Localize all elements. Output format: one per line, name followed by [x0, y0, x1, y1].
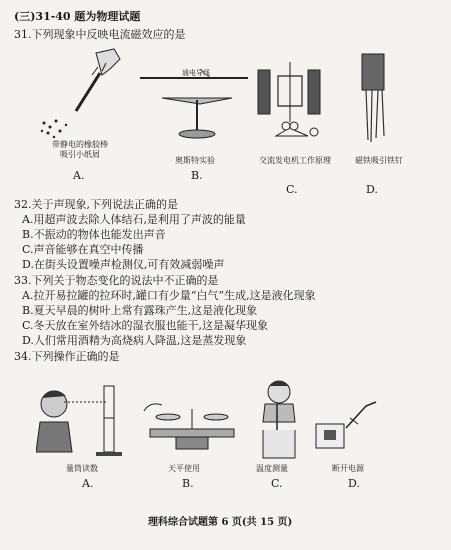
q33-option-c: C.冬天放在室外结冰的湿衣服也能干,这是凝华现象: [22, 319, 269, 332]
q34-option-a-letter: A.: [82, 477, 94, 490]
caption-a-line2: 吸引小纸屑: [60, 150, 100, 159]
section-header: (三)31-40 题为物理试题: [14, 10, 141, 23]
caption-c: 交流发电机工作原理: [259, 156, 331, 165]
cylinder-reading-figure: [36, 378, 136, 458]
question-34: 34.下列操作正确的是: [14, 350, 120, 363]
q34-option-c-letter: C.: [271, 477, 283, 490]
option-a-letter: A.: [73, 169, 85, 182]
question-31: 31.下列现象中反映电流磁效应的是: [14, 28, 186, 41]
caption-34a: 量筒读数: [66, 464, 98, 473]
q32-option-b: B.不振动的物体也能发出声音: [22, 228, 166, 241]
balance-figure: [140, 395, 240, 455]
question-32: 32.关于声现象,下列说法正确的是: [14, 198, 178, 211]
option-b-letter: B.: [191, 169, 203, 182]
disconnect-power-figure: [310, 398, 382, 458]
thermometer-figure: [255, 378, 305, 463]
q32-option-c: C.声音能够在真空中传播: [22, 243, 144, 256]
rod-attracts-paper-figure: [36, 45, 131, 140]
option-d-letter: D.: [366, 183, 378, 196]
caption-34d: 断开电源: [332, 464, 364, 473]
caption-a-line1: 带静电的橡胶棒: [52, 140, 108, 149]
caption-34b: 天平使用: [168, 464, 200, 473]
page-footer: 理科综合试题第 6 页(共 15 页): [148, 517, 293, 528]
question-33: 33.下列关于物态变化的说法中不正确的是: [14, 274, 219, 287]
q33-option-b: B.夏天早晨的树叶上常有露珠产生,这是液化现象: [22, 304, 258, 317]
ac-generator-figure: [256, 62, 326, 142]
caption-34c: 温度测量: [256, 464, 288, 473]
q34-option-b-letter: B.: [182, 477, 194, 490]
q32-option-d: D.在街头设置噪声检测仪,可有效减弱噪声: [22, 258, 225, 271]
caption-b: 奥斯特实验: [175, 156, 215, 165]
q33-option-d: D.人们常用酒精为高烧病人降温,这是蒸发现象: [22, 334, 247, 347]
option-c-letter: C.: [286, 183, 298, 196]
magnet-nail-figure: [354, 50, 394, 145]
q33-option-a: A.拉开易拉罐的拉环时,罐口有少量“白气”生成,这是液化现象: [22, 289, 316, 302]
wire-label: 通电导线: [182, 69, 210, 77]
q32-option-a: A.用超声波去除人体结石,是利用了声波的能量: [22, 213, 246, 226]
q34-option-d-letter: D.: [348, 477, 360, 490]
caption-d: 磁铁吸引铁钉: [355, 156, 403, 165]
